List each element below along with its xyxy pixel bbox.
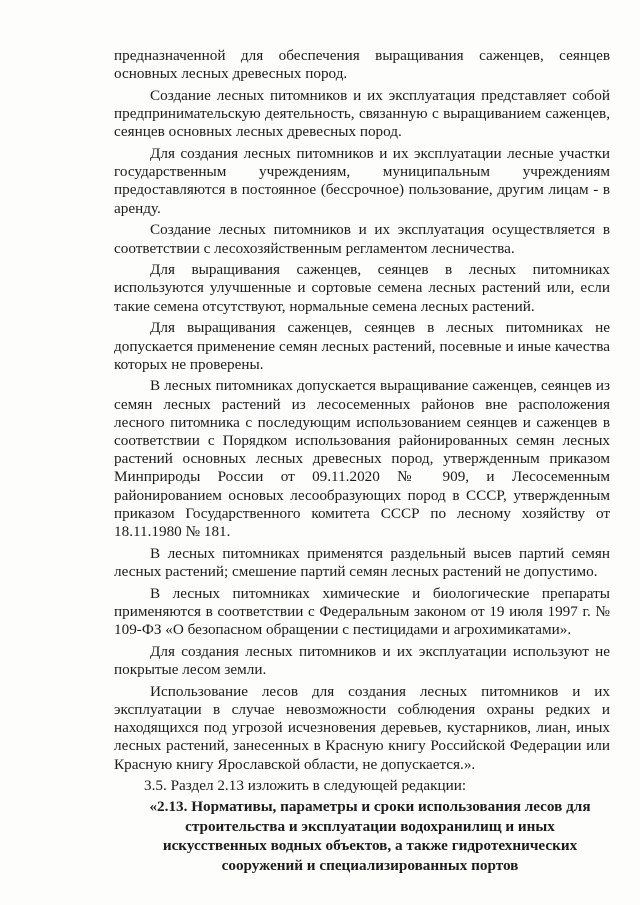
section-heading: «2.13. Нормативы, параметры и сроки использования лесов для строительства и эксплуатации водохранилищ и иных искусственных водных объектов, а также гидротехнических сооружений и специализированных портов xyxy=(149,798,591,874)
paragraph-improved-seeds: Для выращивания саженцев, сеянцев в лесных питомниках используются улучшенные и сортовые семена лесных растений или, если такие семена отсутствуют, нормальные семена лесных растений. xyxy=(114,261,610,315)
paragraph-chemicals: В лесных питомниках химические и биологические препараты применяются в соответствии с Федеральным законом от 19 июля 1997 г. № 109-ФЗ «О безопасном обращении с пестицидами и агрохимикатами». xyxy=(114,584,610,639)
paragraph-nursery-entrepreneurship: Создание лесных питомников и их эксплуатация представляет собой предпринимательскую деятельность, связанную с выращиванием саженцев, сеянцев основных лесных древесных пород. xyxy=(114,86,610,141)
paragraph-seed-zones: В лесных питомниках допускается выращивание саженцев, сеянцев из семян лесных растений из лесосеменных районов вне расположения лесного питомника с последующим использованием сеянцев и саженцев в соответствии с Порядком использования районированных семян лесных растений основных лесных древесных пород, утвержденным приказом Минприроды России от 09.11.2020 № 909, и Лесосеменным районированием основых лесообразующих пород в СССР, утвержденным приказом Государственного комитета СССР по лесному хозяйству от 18.11.1980 № 181. xyxy=(114,377,610,541)
paragraph-non-forest-lands: Для создания лесных питомников и их эксплуатации используют не покрытые лесом земли. xyxy=(114,642,610,678)
paragraph-forestry-regulation: Создание лесных питомников и их эксплуатация осуществляется в соответствии с лесохозяйственным регламентом лесничества. xyxy=(114,221,610,257)
paragraph-separate-sowing: В лесных питомниках применятся раздельный высев партий семян лесных растений; смешение партий семян лесных растений не допустимо. xyxy=(114,544,610,580)
subsection-line: 3.5. Раздел 2.13 изложить в следующей редакции: xyxy=(144,777,467,795)
document-body xyxy=(114,47,610,875)
paragraph-continuation: предназначенной для обеспечения выращивания саженцев, сеянцев основных лесных древесных пород. xyxy=(114,47,610,83)
paragraph-land-provision: Для создания лесных питомников и их эксплуатации лесные участки государственным учреждениям, муниципальным учреждениям предоставляются в постоянное (бессрочное) пользование, другим лицам - в аренду. xyxy=(114,145,610,217)
paragraph-unverified-seeds: Для выращивания саженцев, сеянцев в лесных питомниках не допускается применение семян лесных растений, посевные и иные качества которых не проверены. xyxy=(114,319,610,373)
paragraph-red-book: Использование лесов для создания лесных питомников и их эксплуатации в случае невозможности соблюдения охраны редких и находящихся под угрозой исчезновения деревьев, кустарников, лиан, иных лесных растений, занесенных в Красную книгу Российской Федерации или Красную книгу Ярославской области, не допускается.». xyxy=(114,682,610,773)
